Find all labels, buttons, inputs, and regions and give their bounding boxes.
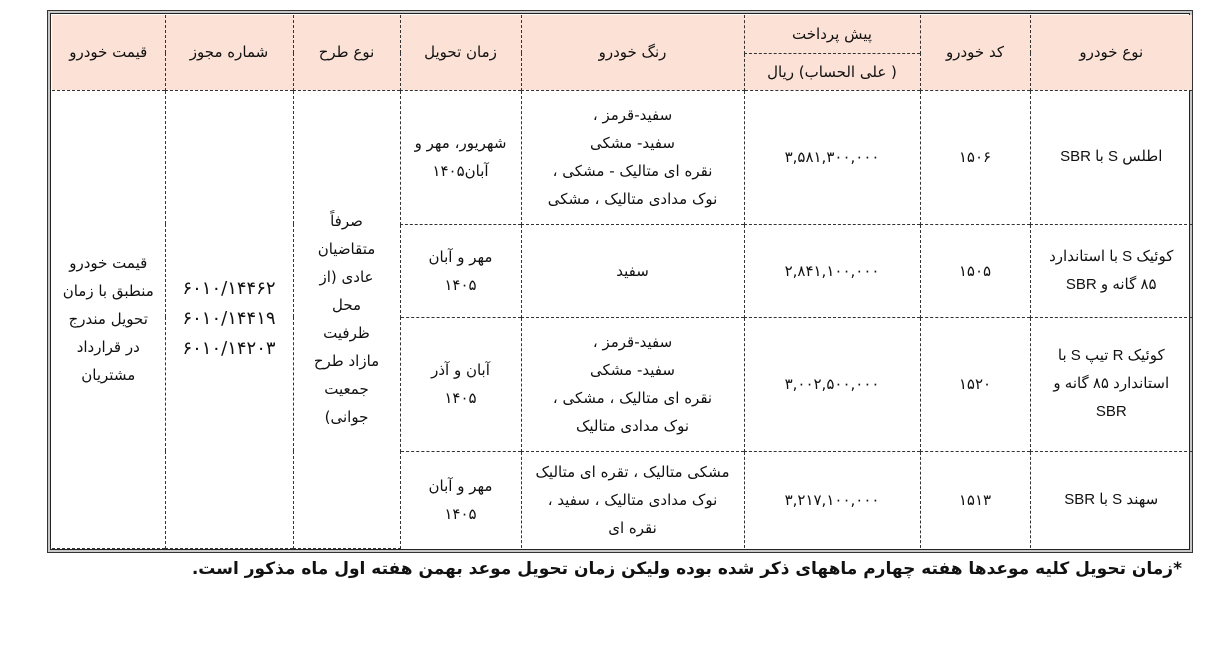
car-color-cell xyxy=(521,90,744,224)
header-delivery-time: زمان تحویل xyxy=(400,15,521,90)
plan-type-line: جوانی) xyxy=(324,408,369,426)
color-line: نقره ای متالیک ، مشکی ، xyxy=(552,389,713,407)
table-row xyxy=(52,90,1192,224)
color-line: نوک مدادی متالیک ، مشکی xyxy=(547,190,718,208)
header-prepayment-unit: ( علی الحساب) ریال xyxy=(744,53,920,90)
price-note-line: تحویل مندرج xyxy=(68,310,148,328)
price-note-line: قیمت خودرو xyxy=(69,254,148,272)
plan-type-line: متقاضیان xyxy=(317,240,376,258)
permit-number: ۶۰۱۰/۱۴۴۱۹ xyxy=(182,308,276,329)
car-code-cell: ۱۵۰۵ xyxy=(920,224,1030,317)
color-line: سفید- مشکی xyxy=(590,361,675,379)
color-line: نقره ای متالیک - مشکی ، xyxy=(552,162,713,180)
plan-type-line: ظرفیت xyxy=(323,324,370,342)
plan-type-line: مازاد طرح xyxy=(313,352,380,370)
header-prepayment: پیش پرداخت xyxy=(744,15,920,53)
header-car-color: رنگ خودرو xyxy=(521,15,744,90)
delivery-line: ۱۴۰۵ xyxy=(444,275,477,294)
car-type-line: کوئیک S با استاندارد xyxy=(1049,247,1174,265)
header-car-code: کد خودرو xyxy=(920,15,1030,90)
prepayment-cell: ۳,۲۱۷,۱۰۰,۰۰۰ xyxy=(744,451,920,548)
color-line: سفید-قرمز ، xyxy=(592,333,673,351)
prepayment-cell: ۳,۵۸۱,۳۰۰,۰۰۰ xyxy=(744,90,920,224)
plan-type-cell xyxy=(293,90,400,548)
prepayment-cell: ۳,۰۰۲,۵۰۰,۰۰۰ xyxy=(744,317,920,451)
delivery-line: ۱۴۰۵ xyxy=(444,389,477,407)
plan-type-line: عادی (از xyxy=(319,268,374,286)
permit-number: ۶۰۱۰/۱۴۲۰۳ xyxy=(182,338,276,359)
plan-type-line: جمعیت xyxy=(324,380,369,398)
header-plan-type: نوع طرح xyxy=(293,15,400,90)
delivery-line: مهر و آبان xyxy=(428,247,493,266)
delivery-time-cell xyxy=(400,317,521,451)
permit-number-cell xyxy=(165,90,293,548)
color-line: سفید-قرمز ، xyxy=(592,106,673,124)
car-type-line: SBR xyxy=(1095,403,1127,420)
header-car-price: قیمت خودرو xyxy=(52,15,165,90)
plan-type-line: صرفاً xyxy=(330,212,363,230)
car-type-cell: سهند S با SBR xyxy=(1030,451,1192,548)
price-note-line: در قرارداد xyxy=(76,338,140,356)
delivery-line: مهر و آبان xyxy=(428,476,493,495)
car-type-cell: اطلس S با SBR xyxy=(1030,90,1192,224)
prepayment-cell: ۲,۸۴۱,۱۰۰,۰۰۰ xyxy=(744,224,920,317)
delivery-time-cell xyxy=(400,90,521,224)
color-line: مشکی متالیک ، تقره ای متالیک xyxy=(535,462,730,481)
header-car-type: نوع خودرو xyxy=(1030,15,1192,90)
car-type-cell xyxy=(1030,317,1192,451)
price-note-line: مشتریان xyxy=(81,366,136,384)
car-type-line: استاندارد ۸۵ گانه و xyxy=(1053,375,1170,392)
car-color-cell: سفید xyxy=(521,224,744,317)
delivery-line: شهریور، مهر و xyxy=(414,134,507,152)
delivery-line: ۱۴۰۵ xyxy=(444,504,477,523)
footnote: *زمان تحویل کلیه موعدها هفته چهارم ماههای ذکر شده بوده ولیکن زمان تحویل موعد بهمن هفته اول ماه مذکور است. xyxy=(191,559,1182,579)
permit-number: ۶۰۱۰/۱۴۴۶۲ xyxy=(182,278,276,299)
car-type-line: ۸۵ گانه و SBR xyxy=(1065,275,1157,293)
color-line: سفید- مشکی xyxy=(590,134,675,152)
price-note-line: منطبق با زمان xyxy=(62,282,154,300)
delivery-time-cell xyxy=(400,224,521,317)
car-type-cell xyxy=(1030,224,1192,317)
header-permit-number: شماره مجوز xyxy=(165,15,293,90)
car-type-line: کوئیک R تیپ S با xyxy=(1057,347,1165,364)
car-sales-table xyxy=(52,15,1192,549)
delivery-line: آبان۱۴۰۵ xyxy=(432,162,489,180)
color-line: نوک مدادی متالیک ، سفید ، xyxy=(547,490,718,509)
delivery-line: آبان و آذر xyxy=(431,361,490,379)
color-line: نوک مدادی متالیک xyxy=(575,417,690,435)
plan-type-line: محل xyxy=(331,296,362,314)
car-code-cell: ۱۵۰۶ xyxy=(920,90,1030,224)
color-line: نقره ای xyxy=(608,518,657,537)
delivery-time-cell xyxy=(400,451,521,548)
car-code-cell: ۱۵۲۰ xyxy=(920,317,1030,451)
car-color-cell xyxy=(521,451,744,548)
car-code-cell: ۱۵۱۳ xyxy=(920,451,1030,548)
car-color-cell xyxy=(521,317,744,451)
car-price-cell xyxy=(52,90,165,548)
